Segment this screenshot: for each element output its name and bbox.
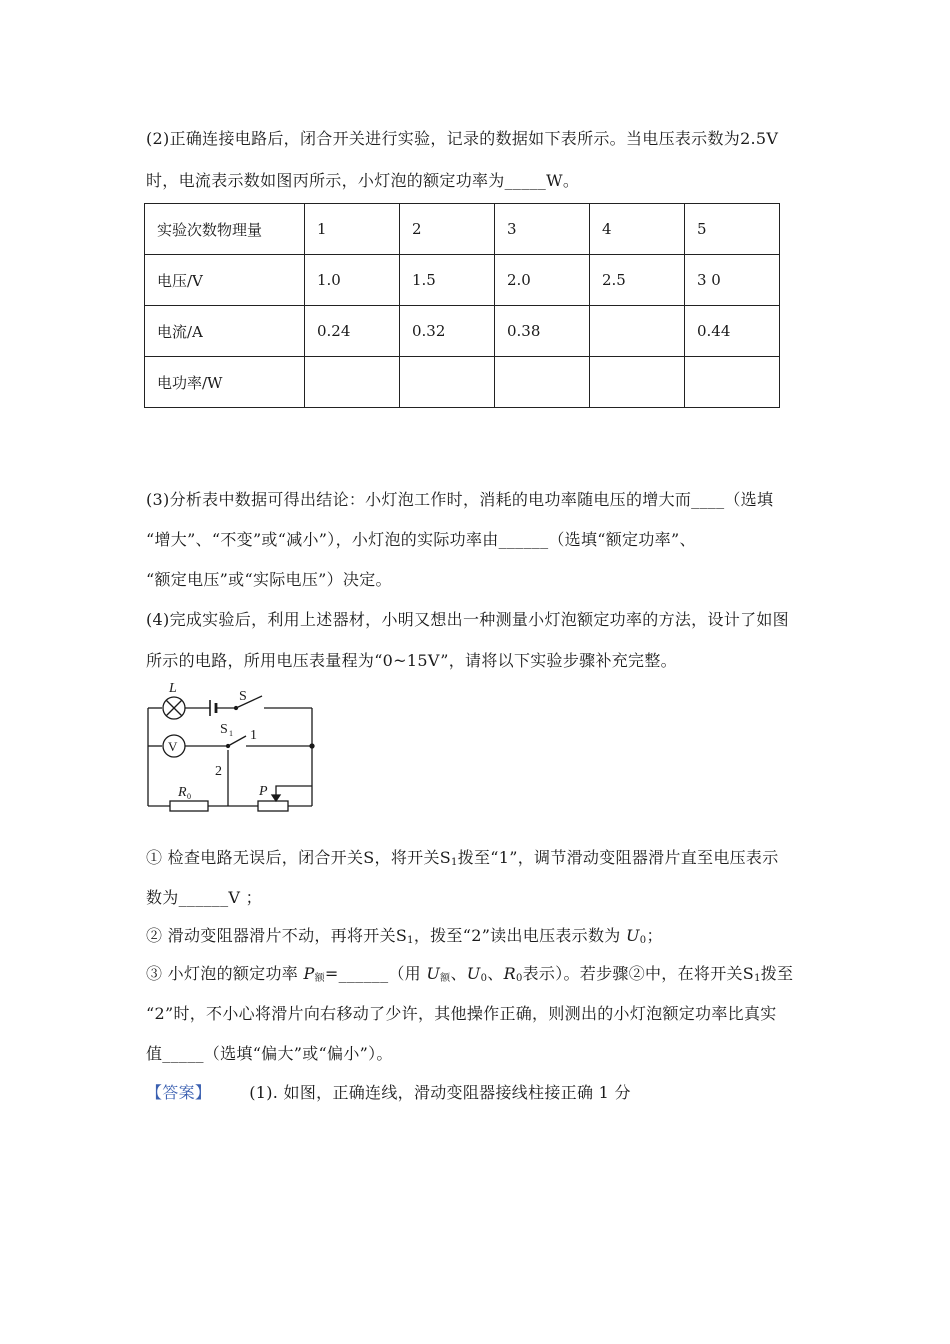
table-cell: 0.32 (400, 306, 495, 357)
junction-dot (310, 744, 314, 748)
table-cell: 电压/V (145, 255, 305, 306)
table-row (145, 255, 780, 306)
table-cell (685, 357, 780, 408)
step1-line-1: ① 检查电路无误后，闭合开关S，将开关$S_1$拨至“1”，调节滑动变阻器滑片直至电压表示 (146, 848, 779, 868)
step3-line-3: 值_____（选填“偏大”或“偏小”）。 (146, 1044, 393, 1063)
data-table (144, 203, 780, 408)
table-cell: 电功率/W (145, 357, 305, 408)
switch-s1-label: S (220, 722, 228, 737)
answer-line (146, 1083, 631, 1103)
rheostat-icon (258, 801, 288, 811)
table-cell (590, 357, 685, 408)
table-cell: 3 0 (685, 255, 780, 306)
step2-line: ② 滑动变阻器滑片不动，再将开关$S_1$，拨至“2”读出电压表示数为 $U_0$； (146, 926, 663, 946)
answer-tag: 【答案】 (146, 1083, 212, 1102)
table-cell: 0.44 (685, 306, 780, 357)
q2-line-1: (2)正确连接电路后，闭合开关进行实验，记录的数据如下表所示。当电压表示数为2.5V (146, 129, 779, 148)
table-cell: 2 (400, 204, 495, 255)
switch-s-label: S (239, 689, 247, 704)
slider-arrow-icon (272, 795, 280, 801)
table-row (145, 306, 780, 357)
pos1-label: 1 (250, 728, 257, 743)
table-cell: 实验次数物理量 (145, 204, 305, 255)
r0-label: R (178, 785, 187, 800)
table-cell (590, 306, 685, 357)
q4-line-1: (4)完成实验后，利用上述器材，小明又想出一种测量小灯泡额定功率的方法，设计了如图 (146, 610, 789, 629)
switch-s1-sub: 1 (229, 729, 233, 738)
table-cell: 2.5 (590, 255, 685, 306)
step3-line-2: “2”时，不小心将滑片向右移动了少许，其他操作正确，则测出的小灯泡额定功率比真实 (146, 1004, 777, 1023)
table-row (145, 357, 780, 408)
r0-sub: 0 (187, 792, 191, 801)
step1-line-2: 数为______V ； (146, 888, 262, 907)
answer-text: (1). 如图，正确连线，滑动变阻器接线柱接正确 1 分 (249, 1083, 631, 1102)
table-cell: 0.38 (495, 306, 590, 357)
q3-line-2: “增大”、“不变”或“减小”），小灯泡的实际功率由______（选填“额定功率”、 (146, 530, 696, 549)
table-cell: 2.0 (495, 255, 590, 306)
q3-line-1: (3)分析表中数据可得出结论：小灯泡工作时，消耗的电功率随电压的增大而____（选填 (146, 490, 774, 509)
table-row (145, 204, 780, 255)
table-cell: 3 (495, 204, 590, 255)
slider-wire (276, 786, 312, 799)
table-cell: 5 (685, 204, 780, 255)
table-cell (400, 357, 495, 408)
slider-label: P (259, 784, 268, 799)
voltmeter-label: V (168, 739, 178, 754)
table-cell (495, 357, 590, 408)
table-cell: 4 (590, 204, 685, 255)
table-cell: 1.0 (305, 255, 400, 306)
circuit-diagram (140, 678, 330, 813)
table-cell: 电流/A (145, 306, 305, 357)
table-cell (305, 357, 400, 408)
lamp-label: L (169, 681, 177, 696)
q4-line-2: 所示的电路，所用电压表量程为“0~15V”，请将以下实验步骤补充完整。 (146, 651, 677, 670)
pos2-label: 2 (215, 764, 222, 779)
table-cell: 1 (305, 204, 400, 255)
r0-resistor-icon (170, 801, 208, 811)
table-cell: 0.24 (305, 306, 400, 357)
q3-line-3: “额定电压”或“实际电压”）决定。 (146, 570, 392, 589)
step3-line-1: ③ 小灯泡的额定功率 $P_额=\_\_\_\_\_\_$（用 $U_额$、$U_0$、$R_0$表示）。若步骤②中，在将开关$S_1$拨至 (146, 964, 794, 984)
table-cell: 1.5 (400, 255, 495, 306)
q2-line-2: 时，电流表示数如图丙所示，小灯泡的额定功率为_____W。 (146, 171, 580, 190)
